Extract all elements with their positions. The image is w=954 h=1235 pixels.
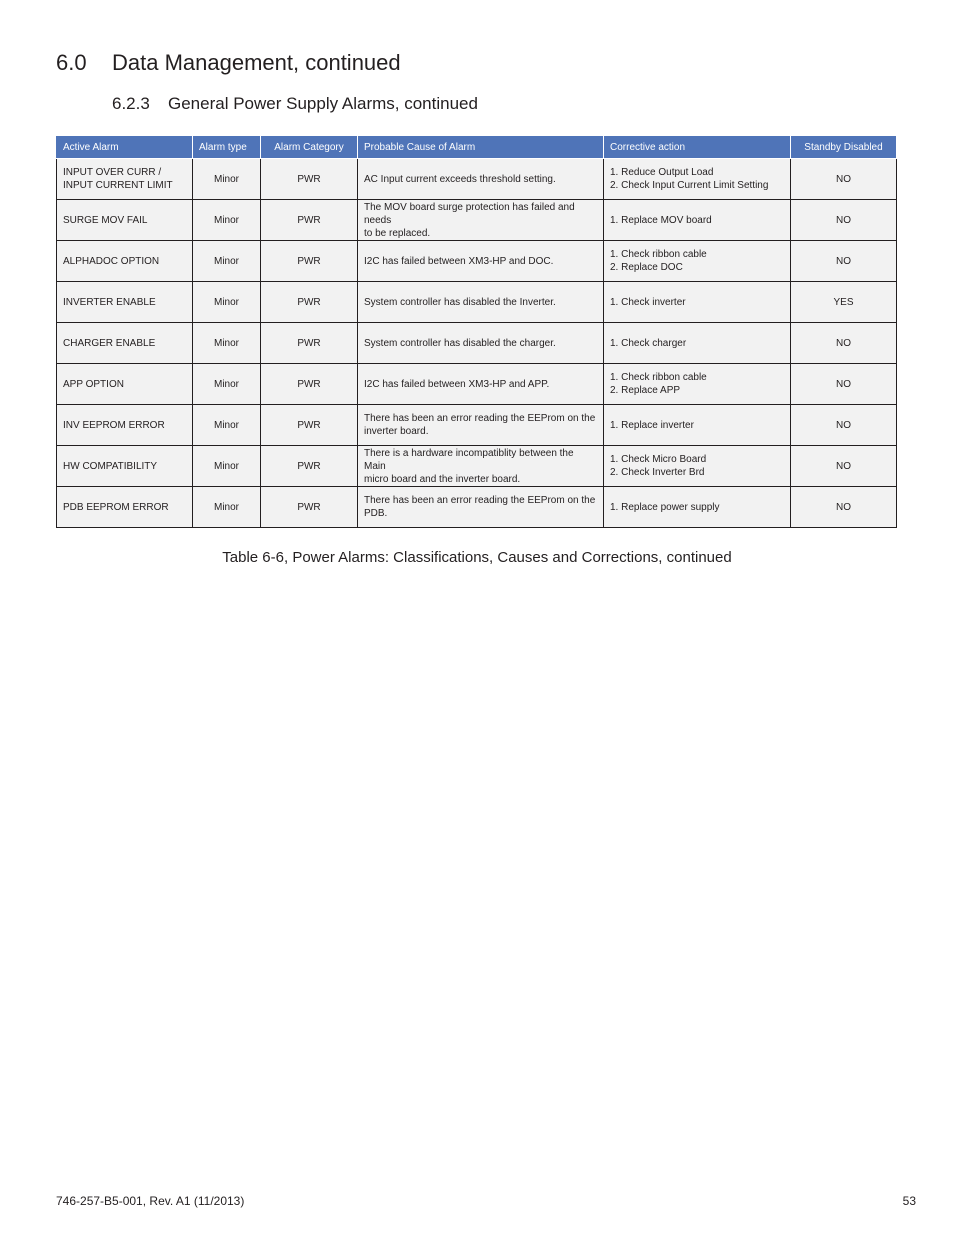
subsection-title: General Power Supply Alarms, continued <box>168 94 478 113</box>
cell-line: 1. Check ribbon cable <box>610 249 707 260</box>
cell-line: PDB. <box>364 508 388 519</box>
cell-alarm-category: PWR <box>261 487 358 528</box>
table-body <box>57 159 897 528</box>
cell-corrective-action <box>604 364 791 405</box>
subsection-heading <box>112 94 478 114</box>
cell-alarm-category: PWR <box>261 282 358 323</box>
header-standby-disabled: Standby Disabled <box>791 136 897 159</box>
cell-alarm-type: Minor <box>193 282 261 323</box>
cell-line: 1. Check charger <box>610 337 687 349</box>
cell-line: 2. Check Input Current Limit Setting <box>610 180 769 191</box>
footer-doc-number: 746-257-B5-001, Rev. A1 (11/2013) <box>56 1194 245 1208</box>
cell-standby-disabled: NO <box>791 405 897 446</box>
cell-probable-cause <box>358 446 604 487</box>
cell-line: SURGE MOV FAIL <box>63 214 148 226</box>
cell-alarm-category: PWR <box>261 200 358 241</box>
cell-line: APP OPTION <box>63 378 124 390</box>
cell-line: 1. Check Micro Board <box>610 454 707 465</box>
cell-probable-cause <box>358 241 604 282</box>
cell-line: The MOV board surge protection has failed and needs <box>364 201 575 226</box>
cell-corrective-action <box>604 405 791 446</box>
cell-corrective-action <box>604 323 791 364</box>
cell-line: 1. Replace inverter <box>610 419 694 431</box>
table-row <box>57 282 897 323</box>
header-alarm-category: Alarm Category <box>261 136 358 159</box>
cell-active-alarm <box>57 364 193 405</box>
cell-active-alarm <box>57 446 193 487</box>
cell-active-alarm <box>57 405 193 446</box>
cell-alarm-type: Minor <box>193 364 261 405</box>
cell-active-alarm <box>57 200 193 241</box>
table-row <box>57 364 897 405</box>
section-heading <box>56 50 401 76</box>
cell-active-alarm <box>57 241 193 282</box>
header-corrective-action: Corrective action <box>604 136 791 159</box>
power-alarms-table <box>56 135 897 528</box>
subsection-number: 6.2.3 <box>112 94 150 113</box>
section-number: 6.0 <box>56 50 87 75</box>
cell-line: 2. Replace APP <box>610 385 681 396</box>
cell-alarm-category: PWR <box>261 241 358 282</box>
cell-line: micro board and the inverter board. <box>364 473 521 485</box>
cell-active-alarm <box>57 282 193 323</box>
cell-line: inverter board. <box>364 426 429 437</box>
cell-active-alarm <box>57 487 193 528</box>
cell-line: INPUT OVER CURR / <box>63 167 162 178</box>
cell-line: 2. Replace DOC <box>610 262 683 273</box>
table-caption: Table 6-6, Power Alarms: Classifications, Causes and Corrections, continued <box>222 549 732 566</box>
table-row <box>57 446 897 487</box>
cell-line: 1. Replace power supply <box>610 501 720 513</box>
cell-alarm-category: PWR <box>261 323 358 364</box>
cell-standby-disabled: NO <box>791 323 897 364</box>
cell-line: to be replaced. <box>364 227 431 239</box>
cell-line: 1. Check ribbon cable <box>610 372 707 383</box>
cell-line: HW COMPATIBILITY <box>63 460 158 472</box>
cell-corrective-action <box>604 446 791 487</box>
cell-line: INVERTER ENABLE <box>63 296 156 308</box>
cell-line: CHARGER ENABLE <box>63 337 156 349</box>
section-title: Data Management, continued <box>112 50 401 75</box>
cell-corrective-action <box>604 159 791 200</box>
cell-alarm-category: PWR <box>261 446 358 487</box>
cell-probable-cause <box>358 282 604 323</box>
cell-alarm-type: Minor <box>193 241 261 282</box>
cell-probable-cause <box>358 364 604 405</box>
cell-active-alarm <box>57 159 193 200</box>
cell-line: AC Input current exceeds threshold setting. <box>364 173 556 185</box>
cell-line: There has been an error reading the EEProm on the <box>364 413 596 424</box>
cell-line: ALPHADOC OPTION <box>63 255 160 267</box>
table-row <box>57 159 897 200</box>
table-row <box>57 241 897 282</box>
table-header-row <box>57 136 897 159</box>
cell-line: 1. Reduce Output Load <box>610 167 714 178</box>
cell-line: 1. Check inverter <box>610 296 686 308</box>
cell-line: System controller has disabled the charger. <box>364 337 556 349</box>
table-row <box>57 200 897 241</box>
cell-alarm-type: Minor <box>193 405 261 446</box>
cell-corrective-action <box>604 241 791 282</box>
header-probable-cause: Probable Cause of Alarm <box>358 136 604 159</box>
cell-standby-disabled: NO <box>791 200 897 241</box>
cell-standby-disabled: NO <box>791 159 897 200</box>
cell-line: I2C has failed between XM3-HP and APP. <box>364 378 550 390</box>
header-alarm-type: Alarm type <box>193 136 261 159</box>
cell-probable-cause <box>358 323 604 364</box>
cell-line: There has been an error reading the EEProm on the <box>364 495 596 506</box>
cell-probable-cause <box>358 487 604 528</box>
cell-line: There is a hardware incompatiblity between the Main <box>364 447 574 472</box>
cell-standby-disabled: NO <box>791 487 897 528</box>
cell-standby-disabled: NO <box>791 241 897 282</box>
cell-probable-cause <box>358 159 604 200</box>
table-row <box>57 323 897 364</box>
cell-probable-cause <box>358 405 604 446</box>
cell-alarm-type: Minor <box>193 200 261 241</box>
cell-line: I2C has failed between XM3-HP and DOC. <box>364 255 554 267</box>
cell-standby-disabled: NO <box>791 364 897 405</box>
cell-alarm-type: Minor <box>193 487 261 528</box>
cell-alarm-type: Minor <box>193 323 261 364</box>
header-active-alarm: Active Alarm <box>57 136 193 159</box>
table-row <box>57 405 897 446</box>
cell-alarm-category: PWR <box>261 405 358 446</box>
cell-line: 1. Replace MOV board <box>610 214 712 226</box>
cell-line: System controller has disabled the Inverter. <box>364 296 556 308</box>
cell-probable-cause <box>358 200 604 241</box>
cell-line: 2. Check Inverter Brd <box>610 467 705 478</box>
cell-alarm-type: Minor <box>193 159 261 200</box>
cell-standby-disabled: YES <box>791 282 897 323</box>
cell-standby-disabled: NO <box>791 446 897 487</box>
table-row <box>57 487 897 528</box>
cell-alarm-category: PWR <box>261 159 358 200</box>
cell-corrective-action <box>604 200 791 241</box>
cell-alarm-category: PWR <box>261 364 358 405</box>
footer-page-number: 53 <box>902 1194 916 1208</box>
cell-line: INV EEPROM ERROR <box>63 419 165 431</box>
cell-corrective-action <box>604 282 791 323</box>
cell-line: PDB EEPROM ERROR <box>63 501 169 513</box>
cell-active-alarm <box>57 323 193 364</box>
cell-line: INPUT CURRENT LIMIT <box>63 180 173 191</box>
cell-alarm-type: Minor <box>193 446 261 487</box>
cell-corrective-action <box>604 487 791 528</box>
